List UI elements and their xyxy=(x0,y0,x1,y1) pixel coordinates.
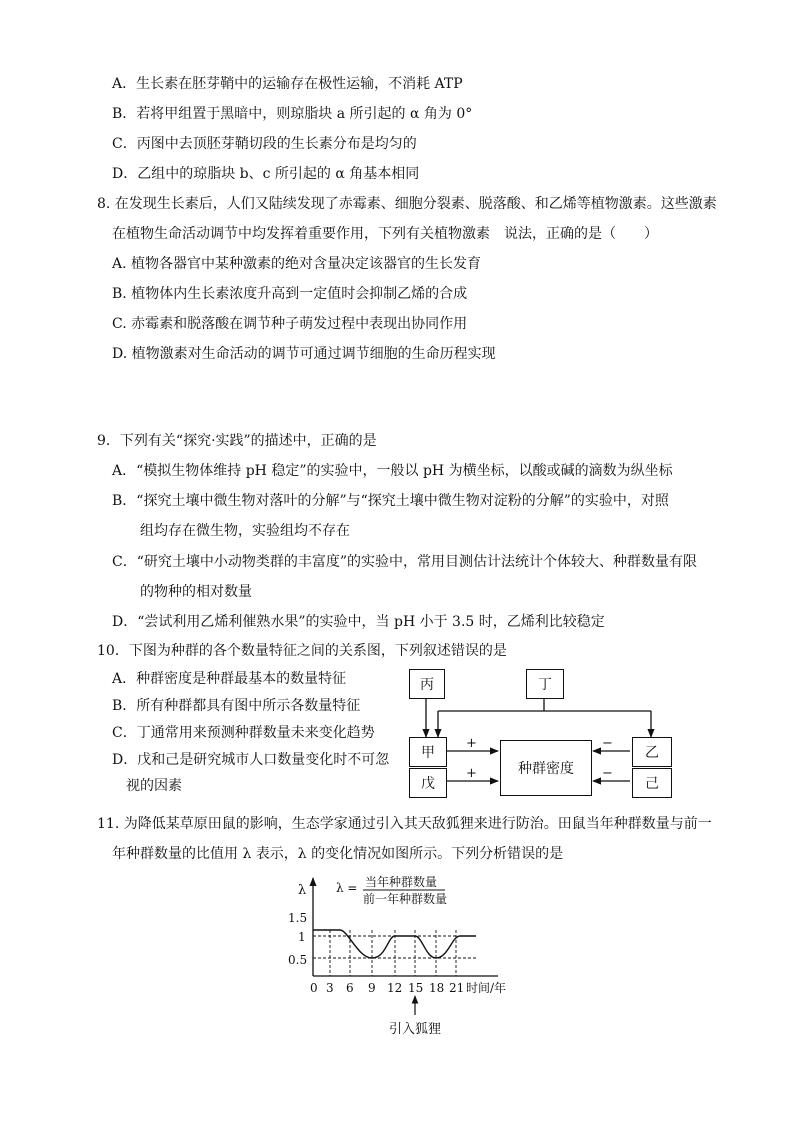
q7-option-d: D．乙组中的琼脂块 b、c 所引起的 α 角基本相同 xyxy=(112,166,420,182)
fox-introduction-label: 引入狐狸 xyxy=(389,1022,442,1037)
x-tick-0: 0 xyxy=(310,981,318,995)
q8-option-d: D. 植物激素对生命活动的调节可通过调节细胞的生命历程实现 xyxy=(112,346,496,362)
q11-stem-line1: 11. 为降低某草原田鼠的影响，生态学家通过引入其天敌狐狸来进行防治。田鼠当年种群数量与前一 xyxy=(97,816,712,832)
x-tick-18: 18 xyxy=(429,981,445,995)
x-axis-label: 时间/年 xyxy=(466,981,507,995)
q11-stem-line2: 年种群数量的比值用 λ 表示，λ 的变化情况如图所示。下列分析错误的是 xyxy=(112,846,564,862)
q8-stem-line1: 8. 在发现生长素后，人们又陆续发现了赤霉素、细胞分裂素、脱落酸、和乙烯等植物激素。这些激素 xyxy=(97,196,717,212)
node-wu: 戊 xyxy=(409,768,447,798)
q7-option-c: C．丙图中去顶胚芽鞘切段的生长素分布是均匀的 xyxy=(112,136,417,152)
sign-yi-minus: − xyxy=(602,736,613,751)
x-tick-12: 12 xyxy=(387,981,403,995)
q8-option-a: A. 植物各器官中某种激素的绝对含量决定该器官的生长发育 xyxy=(112,256,482,272)
q9-option-c-line2: 的物种的相对数量 xyxy=(140,584,252,600)
q7-option-a: A．生长素在胚芽鞘中的运输存在极性运输，不消耗 ATP xyxy=(112,76,463,92)
q9-option-d: D．“尝试利用乙烯利催熟水果”的实验中，当 pH 小于 3.5 时，乙烯利比较稳定 xyxy=(112,614,605,630)
node-yi: 乙 xyxy=(632,737,672,767)
q7-option-b: B．若将甲组置于黑暗中，则琼脂块 a 所引起的 α 角为 0° xyxy=(112,106,473,122)
formula-denominator: 前一年种群数量 xyxy=(363,892,448,906)
x-tick-3: 3 xyxy=(326,981,334,995)
x-tick-21: 21 xyxy=(449,981,465,995)
x-tick-9: 9 xyxy=(368,981,376,995)
lambda-curve xyxy=(313,930,476,958)
q11-lambda-graph xyxy=(288,870,528,1040)
q9-option-b-line1: B．“探究土壤中微生物对落叶的分解”与“探究土壤中微生物对淀粉的分解”的实验中，对照 xyxy=(112,493,669,509)
node-ji: 己 xyxy=(632,768,672,798)
q8-option-c: C. 赤霉素和脱落酸在调节种子萌发过程中表现出协同作用 xyxy=(112,316,468,332)
sign-wu-plus: + xyxy=(466,766,477,781)
sign-ji-minus: − xyxy=(602,766,613,781)
q10-option-b: B．所有种群都具有图中所示各数量特征 xyxy=(112,698,361,714)
x-tick-15: 15 xyxy=(408,981,424,995)
q10-option-d-line2: 视的因素 xyxy=(126,778,182,794)
q10-stem: 10．下图为种群的各个数量特征之间的关系图，下列叙述错误的是 xyxy=(97,643,507,659)
node-population-density: 种群密度 xyxy=(500,740,592,796)
q10-diagram xyxy=(405,665,680,805)
q10-option-d-line1: D．戊和己是研究城市人口数量变化时不可忽 xyxy=(112,752,390,768)
q9-option-c-line1: C．“研究土壤中小动物类群的丰富度”的实验中，常用目测估计法统计个体较大、种群数量有限 xyxy=(112,554,698,570)
node-jia: 甲 xyxy=(409,737,447,767)
y-tick-0-5: 0.5 xyxy=(288,953,308,967)
q9-option-b-line2: 组均存在微生物，实验组均不存在 xyxy=(140,523,350,539)
y-tick-1-5: 1.5 xyxy=(288,911,308,925)
formula-lhs: λ = xyxy=(336,881,358,895)
formula-numerator: 当年种群数量 xyxy=(365,875,438,889)
q10-option-a: A．种群密度是种群最基本的数量特征 xyxy=(112,671,347,687)
y-axis-label: λ xyxy=(298,883,307,898)
q10-option-c: C．丁通常用来预测种群数量未来变化趋势 xyxy=(112,725,375,741)
node-bing: 丙 xyxy=(409,669,445,699)
sign-jia-plus: + xyxy=(466,736,477,751)
y-tick-1: 1 xyxy=(298,930,306,944)
q8-stem-line2: 在植物生命活动调节中均发挥着重要作用，下列有关植物激素 说法，正确的是（ ） xyxy=(112,226,658,242)
q9-stem: 9．下列有关“探究·实践”的描述中，正确的是 xyxy=(97,433,377,449)
q9-option-a: A．“模拟生物体维持 pH 稳定”的实验中，一般以 pH 为横坐标，以酸或碱的滴数为纵坐标 xyxy=(112,463,673,479)
node-ding: 丁 xyxy=(526,669,564,699)
x-tick-6: 6 xyxy=(346,981,354,995)
q8-option-b: B. 植物体内生长素浓度升高到一定值时会抑制乙烯的合成 xyxy=(112,286,468,302)
